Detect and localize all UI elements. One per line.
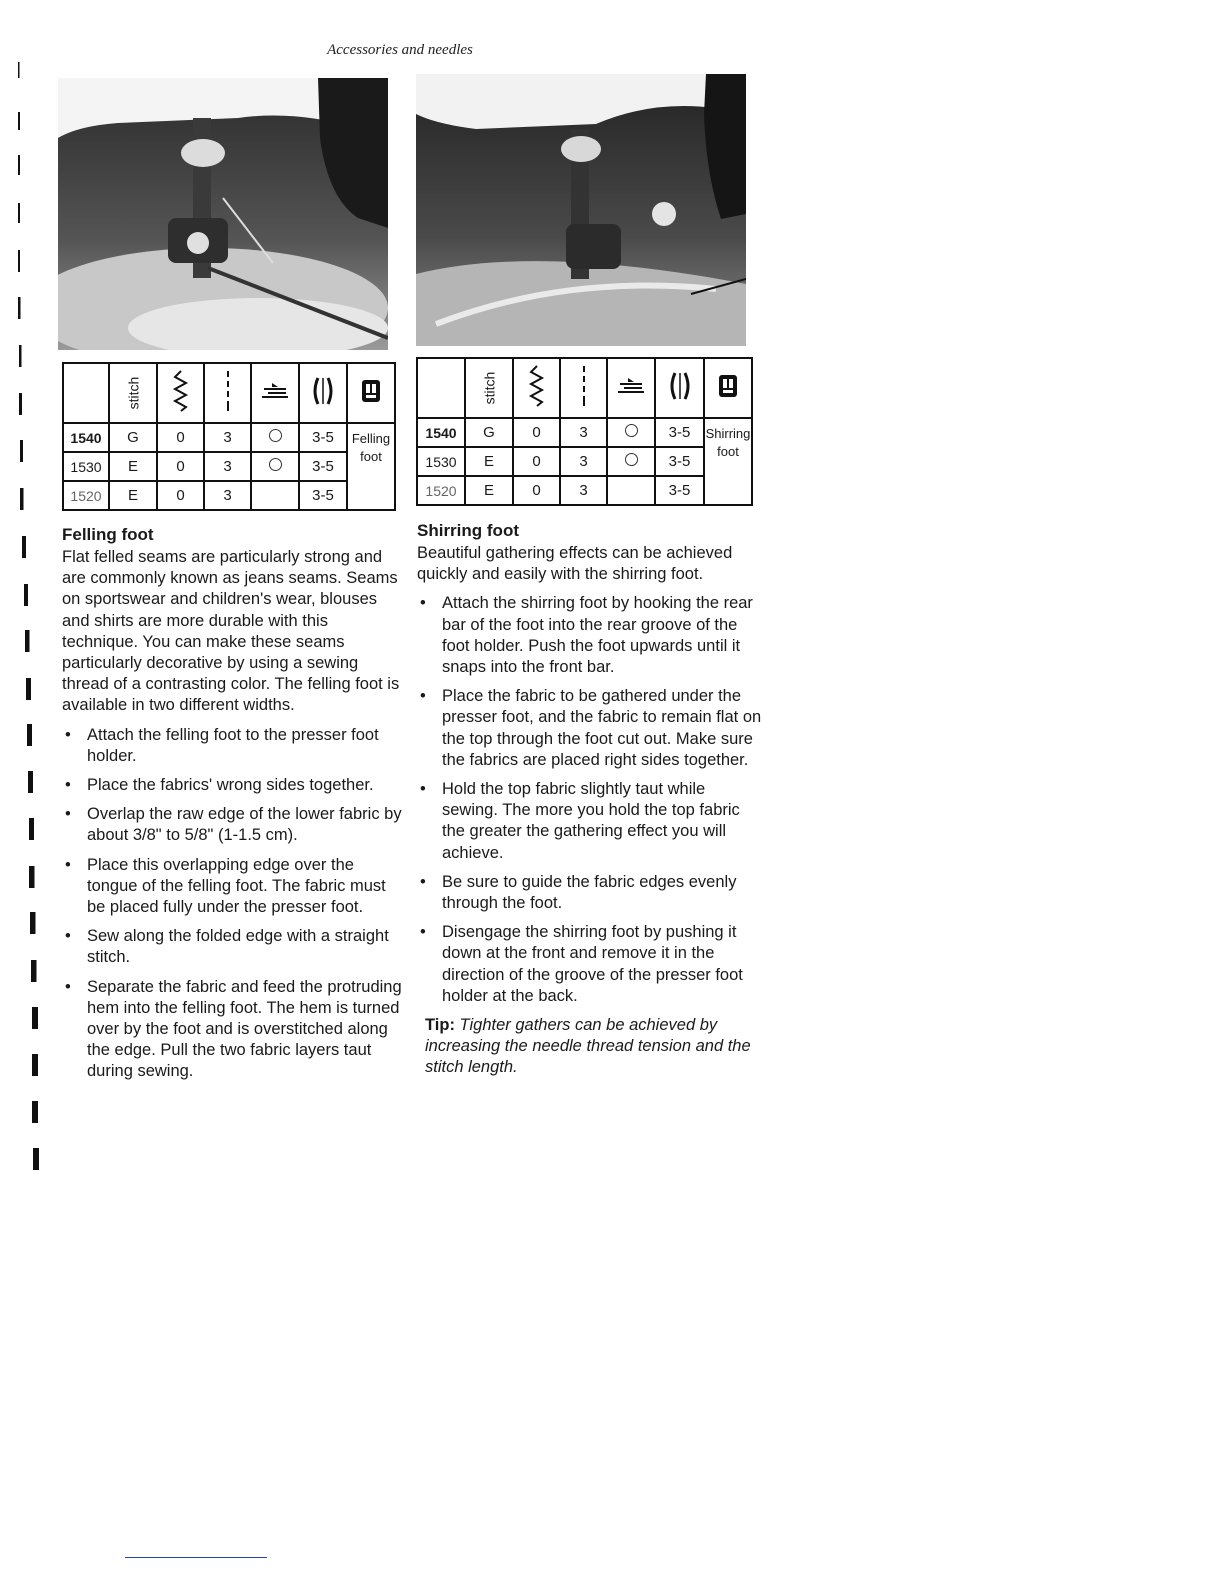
feed-circle-icon <box>625 424 638 437</box>
stitch-width-header-cell <box>513 358 560 418</box>
stitch-length-icon <box>579 364 589 408</box>
shirring-foot-section <box>417 520 762 1079</box>
tension-cell: 3-5 <box>299 452 347 481</box>
model-cell: 1530 <box>63 452 109 481</box>
presser-foot-header-cell <box>704 358 752 418</box>
bullet-icon: • <box>65 776 71 795</box>
length-cell: 3 <box>204 423 251 452</box>
thread-tension-header-cell <box>655 358 704 418</box>
width-cell: 0 <box>157 423 204 452</box>
list-item-text: Sew along the folded edge with a straight stitch. <box>87 927 389 967</box>
foot-label-line2: foot <box>360 449 382 464</box>
section-heading: Felling foot <box>62 525 154 544</box>
shirring-foot-settings-table <box>416 357 753 506</box>
feed-dog-icon <box>616 374 646 398</box>
presser-foot-header-cell <box>347 363 395 423</box>
stitch-cell: G <box>109 423 157 452</box>
model-cell: 1520 <box>417 476 465 505</box>
length-cell: 3 <box>204 452 251 481</box>
felling-foot-section <box>62 524 407 1091</box>
length-cell: 3 <box>204 481 251 510</box>
section-heading: Shirring foot <box>417 521 519 540</box>
table-row <box>63 452 395 481</box>
foot-label-line1: Shirring <box>705 426 751 441</box>
foot-label-line1: Felling <box>351 431 391 446</box>
tension-cell: 3-5 <box>299 481 347 510</box>
length-cell: 3 <box>560 418 607 447</box>
model-cell: 1540 <box>417 418 465 447</box>
tension-cell: 3-5 <box>655 418 704 447</box>
bullet-icon: • <box>65 977 71 996</box>
width-cell: 0 <box>513 447 560 476</box>
table-header-row <box>417 358 752 418</box>
tip-text: Tighter gathers can be achieved by increasing the needle thread tension and the stitch length. <box>425 1016 751 1077</box>
list-item <box>417 686 762 771</box>
presser-foot-icon <box>360 378 382 404</box>
bullet-icon: • <box>420 687 426 706</box>
foot-label-line2: foot <box>717 444 739 459</box>
table-row <box>417 476 752 505</box>
width-cell: 0 <box>513 476 560 505</box>
tension-cell: 3-5 <box>655 447 704 476</box>
bullet-icon: • <box>65 725 71 744</box>
stitch-header: stitch <box>481 371 497 404</box>
stitch-cell: E <box>109 452 157 481</box>
table-row <box>63 481 395 510</box>
feed-circle-icon <box>269 429 282 442</box>
blank-header-cell <box>63 363 109 423</box>
bullet-icon: • <box>420 594 426 613</box>
section-intro: Beautiful gathering effects can be achieved quickly and easily with the shirring foot. <box>417 544 733 584</box>
stitch-cell: E <box>109 481 157 510</box>
list-item-text: Hold the top fabric slightly taut while sewing. The more you hold the top fabric the greater the gathering effect you will achieve. <box>442 780 740 862</box>
table-row <box>417 447 752 476</box>
width-cell: 0 <box>513 418 560 447</box>
bullet-icon: • <box>65 927 71 946</box>
section-intro: Flat felled seams are particularly strong and are commonly known as jeans seams. Seams on sportswear and children's wear, blouses and shirts are more durable with this technique. You can make these seams particularly decorative by using a sewing thread of a contrasting color. The felling foot is available in two different widths. <box>62 548 400 715</box>
table-row <box>63 423 395 452</box>
stitch-length-header-cell <box>560 358 607 418</box>
length-cell: 3 <box>560 447 607 476</box>
stitch-width-icon <box>171 369 191 413</box>
list-item-text: Separate the fabric and feed the protruding hem into the felling foot. The hem is turned over by the foot and is overstitched along the edge. Pull the two fabric layers taut during sewing. <box>87 977 402 1081</box>
feed-cell <box>607 447 655 476</box>
felling-foot-photo <box>58 78 388 350</box>
list-item <box>62 725 407 767</box>
feed-dog-header-cell <box>251 363 299 423</box>
table-row <box>417 418 752 447</box>
feed-dog-icon <box>260 379 290 403</box>
tension-cell: 3-5 <box>655 476 704 505</box>
bullet-icon: • <box>65 805 71 824</box>
list-item <box>417 779 762 864</box>
list-item <box>62 977 407 1083</box>
stitch-cell: E <box>465 447 513 476</box>
list-item-text: Place this overlapping edge over the tongue of the felling foot. The fabric must be placed fully under the presser foot. <box>87 855 386 917</box>
list-item <box>417 593 762 678</box>
list-item <box>417 922 762 1007</box>
width-cell: 0 <box>157 481 204 510</box>
stitch-width-icon <box>527 364 547 408</box>
bullet-icon: • <box>420 780 426 799</box>
list-item-text: Overlap the raw edge of the lower fabric by about 3/8" to 5/8" (1-1.5 cm). <box>87 805 402 845</box>
stitch-length-icon <box>223 369 233 413</box>
list-item-text: Place the fabric to be gathered under the presser foot, and the fabric to remain flat on the top through the foot cut out. Make sure the fabrics are placed right sides together. <box>442 687 762 769</box>
instruction-list <box>417 593 762 1007</box>
blank-header-cell <box>417 358 465 418</box>
tip-paragraph <box>417 1015 762 1079</box>
presser-foot-icon <box>717 373 739 399</box>
foot-cell <box>704 418 752 505</box>
tip-label: Tip: <box>425 1016 455 1035</box>
shirring-foot-photo <box>416 74 746 346</box>
binding-marks <box>0 0 40 1200</box>
list-item-text: Be sure to guide the fabric edges evenly through the foot. <box>442 872 737 913</box>
length-cell: 3 <box>560 476 607 505</box>
instruction-list <box>62 725 407 1083</box>
foot-cell <box>347 423 395 510</box>
feed-cell <box>607 476 655 505</box>
list-item-text: Attach the felling foot to the presser foot holder. <box>87 725 379 765</box>
stitch-cell: G <box>465 418 513 447</box>
feed-cell <box>607 418 655 447</box>
thread-tension-icon <box>667 371 693 401</box>
width-cell: 0 <box>157 452 204 481</box>
list-item <box>62 855 407 919</box>
feed-cell <box>251 452 299 481</box>
model-cell: 1520 <box>63 481 109 510</box>
feed-cell <box>251 423 299 452</box>
stitch-length-header-cell <box>204 363 251 423</box>
footer-rule <box>125 1557 267 1558</box>
list-item <box>62 926 407 968</box>
feed-dog-header-cell <box>607 358 655 418</box>
list-item <box>417 872 762 914</box>
feed-circle-icon <box>269 458 282 471</box>
list-item <box>62 775 407 796</box>
stitch-header-cell <box>109 363 157 423</box>
feed-cell <box>251 481 299 510</box>
bullet-icon: • <box>420 872 426 891</box>
page-header: Accessories and needles <box>327 42 473 58</box>
list-item-text: Attach the shirring foot by hooking the rear bar of the foot into the rear groove of the foot holder. Push the foot upwards until it snaps into the front bar. <box>442 594 753 677</box>
felling-foot-settings-table <box>62 362 396 511</box>
bullet-icon: • <box>65 855 71 874</box>
stitch-width-header-cell <box>157 363 204 423</box>
table-header-row <box>63 363 395 423</box>
bullet-icon: • <box>420 923 426 942</box>
model-cell: 1540 <box>63 423 109 452</box>
list-item <box>62 804 407 846</box>
feed-circle-icon <box>625 453 638 466</box>
list-item-text: Disengage the shirring foot by pushing it down at the front and remove it in the direction of the groove of the presser foot holder at the back. <box>442 923 743 1005</box>
stitch-header: stitch <box>125 376 141 409</box>
tension-cell: 3-5 <box>299 423 347 452</box>
thread-tension-icon <box>310 376 336 406</box>
stitch-cell: E <box>465 476 513 505</box>
model-cell: 1530 <box>417 447 465 476</box>
list-item-text: Place the fabrics' wrong sides together. <box>87 776 374 795</box>
stitch-header-cell <box>465 358 513 418</box>
thread-tension-header-cell <box>299 363 347 423</box>
